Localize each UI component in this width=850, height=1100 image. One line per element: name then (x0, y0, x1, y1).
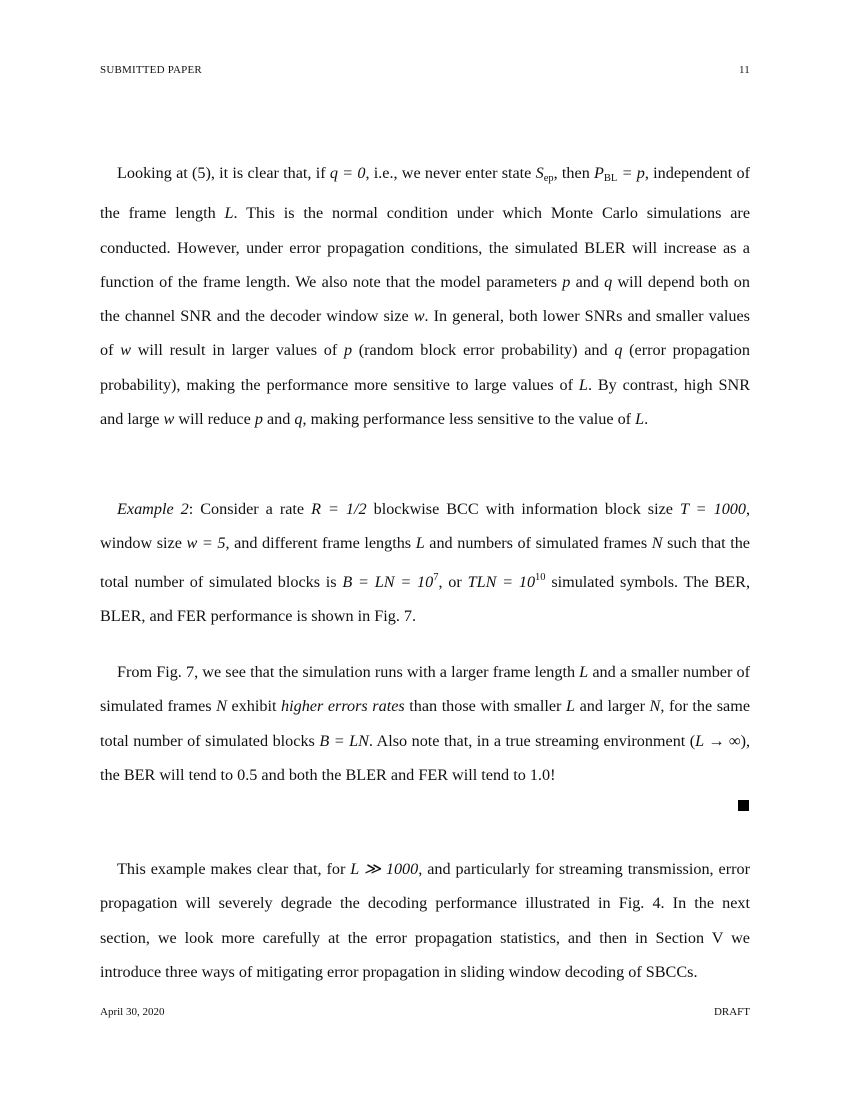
paragraph-example-2: Example 2: Consider a rate R = 1/2 blockwise BCC with information block size T = 1000, window size w = 5, and different frame lengths L and numbers of simulated frames N such that the total number of simulated blocks is B = LN = $10^7$, or TLN = $10^{10}$ simulated symbols. The BER, BLER, and FER performance is shown in Fig. 7. (100, 500, 751, 625)
footer-draft: DRAFT (713, 1006, 750, 1018)
paragraph-1: Looking at (5), it is clear that, if q = 0, i.e., we never enter state $S_{ep}$, then $P_{BL} = p$, independent of the frame length L. This is the normal condition under which Monte Carlo simulations are conducted. However, under error propagation conditions, the simulated BLER will increase as a function of the frame length. We also note that the model parameters p and q will depend both on the channel SNR and the decoder window size w. In general, both lower SNRs and smaller values of w will result in larger values of p (random block error probability) and q (error propagation probability), making the performance more sensitive to large values of L. By contrast, high SNR and large w will reduce p and q, making performance less sensitive to the value of L. (100, 164, 751, 429)
emphasis-text: higher errors rates (281, 697, 405, 716)
end-of-example-square (738, 800, 749, 811)
math-inline: q = 0 (329, 164, 366, 182)
example-label: Example 2 (117, 500, 189, 518)
footer-date: April 30, 2020 (100, 1006, 165, 1018)
page-number: 11 (739, 64, 750, 76)
paragraph-4: This example makes clear that, for L ≫ 1000, and particularly for streaming transmission, error propagation will severely degrade the decoding performance illustrated in Fig. 4. In the next section, we look more carefully at the error propagation statistics, and then in Section V we introduce three ways of mitigating error propagation in sliding window decoding of SBCCs. (100, 860, 750, 981)
running-header-left: SUBMITTED PAPER (100, 64, 202, 76)
paragraph-3: From Fig. 7, we see that the simulation runs with a larger frame length L and a smaller number of simulated frames N exhibit higher errors rates than those with smaller L and larger N, for the same total number of simulated blocks B = LN. Also note that, in a true streaming environment (L → ∞), the BER will tend to 0.5 and both the BLER and FER will tend to 1.0! (100, 663, 751, 784)
